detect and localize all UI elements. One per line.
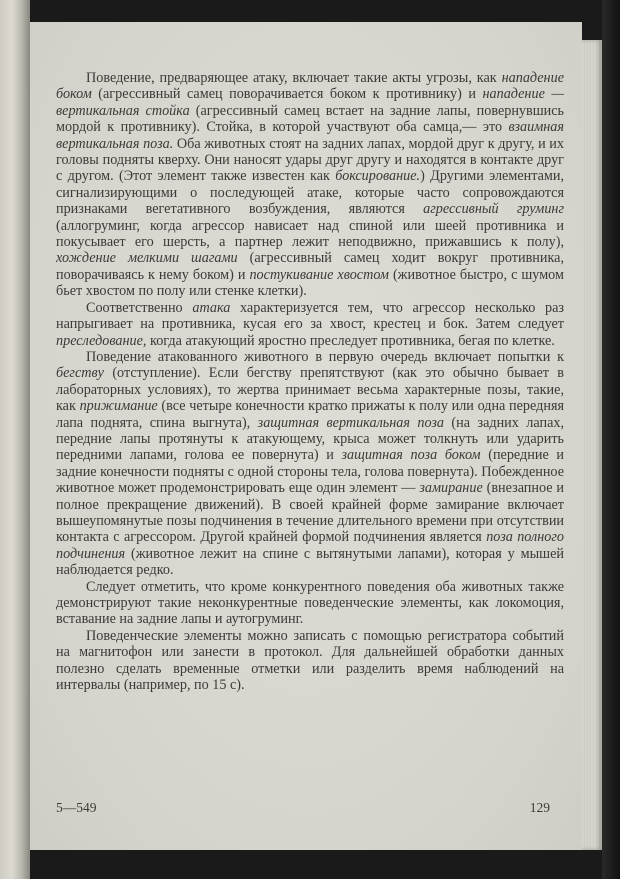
text-run: (передние и задние конечности подняты с одной стороны тела, голова повернута). Побежденное животное может продемонстрировать еще один элемент — bbox=[56, 447, 564, 497]
italic-term: поза полного подчинения bbox=[56, 529, 564, 562]
text-run: (агрессивный самец встает на задние лапы, повернувшись мордой к противнику). Стойка, в которой участвуют оба самца,— это bbox=[56, 102, 565, 136]
text-run: Поведенческие элементы можно записать с помощью регистратора событий на магнитофон или занести в протокол. Для дальнейшей обработки данных полезно сделать временные отметки или разделить время наблюдений на интервалы (например, по 15 с). bbox=[56, 627, 564, 694]
italic-term: хождение мелкими шагами bbox=[56, 250, 238, 267]
paragraph bbox=[56, 579, 564, 628]
book-left-edge bbox=[0, 0, 30, 879]
text-run: (агрессивный самец поворачивается боком к противнику) и bbox=[91, 86, 483, 103]
page-number: 129 bbox=[529, 800, 550, 815]
italic-term: бегству bbox=[56, 365, 104, 382]
italic-term: нападение боком bbox=[56, 70, 564, 103]
text-run: Оба животных стоят на задних лапах, мордой друг к другу, и их головы подняты кверху. Они наносят удары друг другу и находятся в контакте друг с другом. (Этот элемент также известен как bbox=[56, 135, 564, 185]
italic-term: агрессивный груминг bbox=[423, 201, 564, 218]
text-run: (внезапное и полное прекращение движений). В своей крайней форме замирание включает вышеупомянутые позы подчинения в течение длительного времени при отсутствии контакта с агрессором. Другой крайней формой подчинения является bbox=[56, 480, 564, 546]
text-run: (аллогруминг, когда агрессор нависает над спиной или шеей противника и покусывает его шерсть, а партнер лежит неподвижно, прижавшись к полу), bbox=[56, 217, 564, 251]
text-run: характеризуется тем, что агрессор несколько раз напрыгивает на противника, кусая его за хвост, крестец и бок. Затем следует bbox=[56, 299, 565, 333]
text-run: (животное быстро, с шумом бьет хвостом по полу или стенке клетки). bbox=[56, 266, 564, 300]
italic-term: защитная поза боком bbox=[341, 447, 481, 464]
background-strip bbox=[602, 0, 620, 879]
italic-term: прижимание bbox=[79, 398, 158, 415]
italic-term: защитная вертикальная поза bbox=[257, 414, 444, 431]
text-run: (все четыре конечности кратко прижаты к полу или одна передняя лапа поднята, спина выгнута), bbox=[56, 398, 564, 431]
text-run: Следует отметить, что кроме конкурентного поведения оба животных также демонстрируют такие неконкурентные поведенческие элементы, как локомоция, вставание на задние лапы и аутогруминг. bbox=[56, 578, 564, 628]
body-text bbox=[56, 70, 564, 693]
italic-term: постукивание хвостом bbox=[249, 266, 389, 283]
text-run: (на задних лапах, передние лапы протянуты к атакующему, крыса может толкнуть или ударить передними лапами, голова ее повернута) и bbox=[56, 414, 565, 464]
text-run: Поведение атакованного животного в первую очередь включает попытки к bbox=[86, 348, 564, 365]
printer-signature: 5—549 bbox=[56, 800, 97, 815]
italic-term: нападение — вертикальная стойка bbox=[56, 86, 564, 119]
italic-term: замирание bbox=[419, 480, 483, 497]
paragraph bbox=[56, 300, 564, 349]
paragraph bbox=[56, 70, 564, 300]
italic-term: боксирование. bbox=[335, 168, 421, 185]
text-run: (агрессивный самец ходит вокруг противника, поворачиваясь к нему боком) и bbox=[56, 250, 564, 283]
italic-term: преследование, bbox=[56, 332, 147, 349]
page-edges bbox=[580, 40, 602, 850]
page bbox=[30, 22, 582, 850]
text-run: Соответственно bbox=[86, 299, 193, 316]
paragraph bbox=[56, 628, 564, 694]
paragraph bbox=[56, 349, 564, 579]
text-run: Поведение, предваряющее атаку, включает такие акты угрозы, как bbox=[86, 70, 502, 86]
italic-term: взаимная вертикальная поза. bbox=[56, 119, 564, 152]
text-run: когда атакующий яростно преследует противника, бегая по клетке. bbox=[146, 332, 555, 349]
text-run: (животное лежит на спине с вытянутыми лапами), которая у мышей наблюдается редко. bbox=[56, 545, 564, 579]
text-run: ) Другими элементами, сигнализирующими о последующей атаке, которые часто сопровождаются признаками вегетативного возбуждения, являются bbox=[56, 168, 564, 218]
italic-term: атака bbox=[192, 299, 231, 316]
text-run: (отступление). Если бегству препятствуют (как это обычно бывает в лабораторных условиях), то жертва принимает весьма характерные позы, такие, как bbox=[56, 365, 564, 415]
